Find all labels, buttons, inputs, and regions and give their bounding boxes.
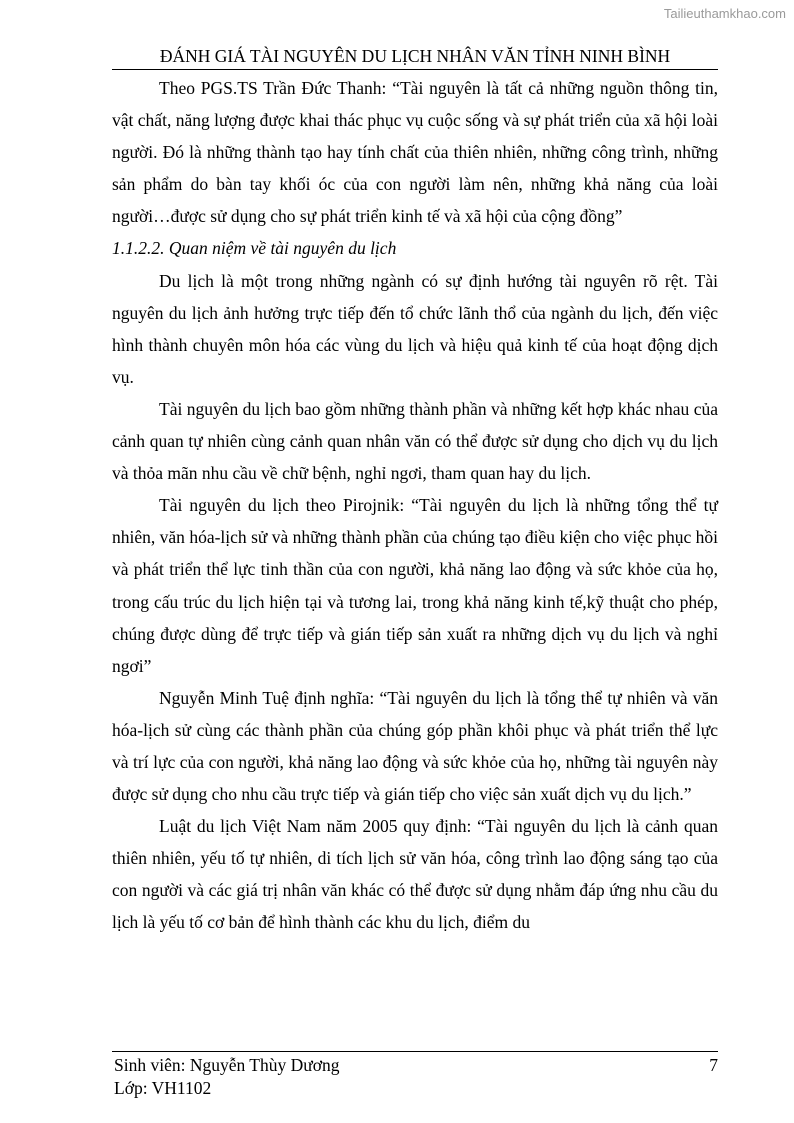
page-number: 7 bbox=[709, 1055, 718, 1075]
watermark-text: Tailieuthamkhao.com bbox=[663, 6, 786, 21]
page-footer bbox=[114, 1054, 718, 1100]
page-header-title: ĐÁNH GIÁ TÀI NGUYÊN DU LỊCH NHÂN VĂN TỈNH NINH BÌNH bbox=[112, 44, 718, 70]
footer-class: Lớp: VH1102 bbox=[114, 1078, 212, 1098]
footer-divider bbox=[112, 1051, 718, 1052]
footer-student-name: Sinh viên: Nguyễn Thùy Dương bbox=[114, 1055, 340, 1075]
paragraph-6: Luật du lịch Việt Nam năm 2005 quy định: “Tài nguyên du lịch là cảnh quan thiên nhiên, yếu tố tự nhiên, di tích lịch sử văn hóa, công trình lao động sáng tạo của con người và các giá trị nhân văn khác có thể được sử dụng nhằm đáp ứng nhu cầu du lịch là yếu tố cơ bản để hình thành các khu du lịch, điểm du bbox=[112, 816, 718, 933]
paragraph-2: Du lịch là một trong những ngành có sự định hướng tài nguyên rõ rệt. Tài nguyên du lịch ảnh hưởng trực tiếp đến tổ chức lãnh thổ của ngành du lịch, đến việc hình thành chuyên môn hóa các vùng du lịch và hiệu quả kinh tế của hoạt động dịch vụ. bbox=[112, 270, 718, 387]
paragraph-3: Tài nguyên du lịch bao gồm những thành phần và những kết hợp khác nhau của cảnh quan tự nhiên cùng cảnh quan nhân văn có thể được sử dụng cho dịch vụ du lịch và thỏa mãn nhu cầu về chữ bệnh, nghỉ ngơi, tham quan hay du lịch. bbox=[112, 398, 718, 484]
paragraph-1: Theo PGS.TS Trần Đức Thanh: “Tài nguyên là tất cả những nguồn thông tin, vật chất, năng lượng được khai thác phục vụ cuộc sống và sự phát triển của xã hội loài người. Đó là những thành tạo hay tính chất của thiên nhiên, những công trình, những sản phẩm do bàn tay khối óc của con người làm nên, những khả năng của loài người…được sử dụng cho sự phát triển kinh tế và xã hội của cộng đồng” bbox=[112, 78, 718, 227]
document-body bbox=[112, 72, 718, 939]
paragraph-5: Nguyễn Minh Tuệ định nghĩa: “Tài nguyên du lịch là tổng thể tự nhiên và văn hóa-lịch sử cùng các thành phần của chúng góp phần khôi phục và phát triển thể lực và trí lực của con người, khả năng lao động và sức khỏe của họ, những tài nguyên này được sử dụng cho nhu cầu trực tiếp và gián tiếp cho việc sản xuất dịch vụ du lịch.” bbox=[112, 687, 718, 805]
paragraph-4: Tài nguyên du lịch theo Pirojnik: “Tài nguyên du lịch là những tổng thể tự nhiên, văn hóa-lịch sử và những thành phần của chúng tạo điều kiện cho việc phục hồi và phát triển thể lực tinh thần của con người, khả năng lao động và sức khỏe của họ, trong cấu trúc du lịch hiện tại và tương lai, trong khả năng kinh tế,kỹ thuật cho phép, chúng được dùng để trực tiếp và gián tiếp sản xuất ra những dịch vụ du lịch và nghỉ ngơi” bbox=[112, 495, 718, 676]
section-heading: 1.1.2.2. Quan niệm về tài nguyên du lịch bbox=[112, 238, 397, 259]
